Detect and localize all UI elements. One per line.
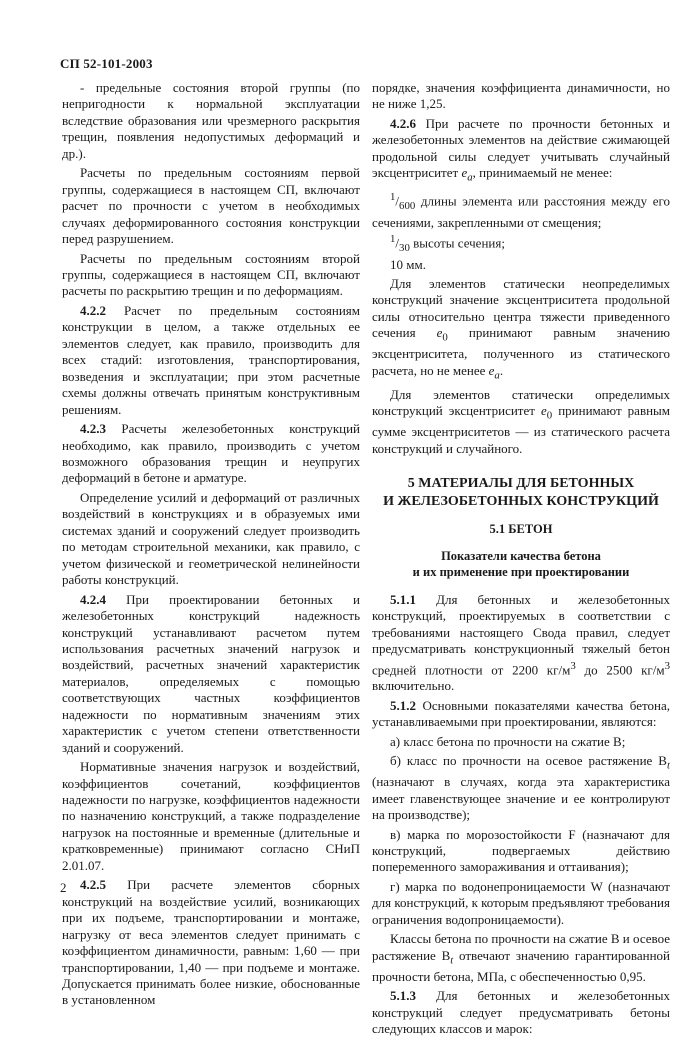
subsection-subtitle: Показатели качества бетона и их применение при проектировании: [412, 548, 630, 579]
clause-text: При проектировании бетонных и железобетонных конструкций надежность конструкций устанавливают расчетом путем использования расчетных значений нагрузок и воздействий, расчетных значений характеристик материалов, определяемых с помощью соответствующих частных коэффициентов надежности по нормативным значениям этих характеристик с учетом степени ответственности зданий и сооружений.: [62, 591, 361, 755]
list-item-c: в) марка по морозостойкости F (назначают для конструкций, подвергаемых действию попеременного замораживания и оттаивания);: [372, 826, 670, 875]
paragraph: Расчеты по предельным состояниям второй группы, содержащиеся в настоящем СП, включают расчеты по раскрытию трещин и по деформациям.: [62, 250, 360, 299]
right-column: [372, 80, 670, 1038]
clause-5-1-2: 5.1.2 Основными показателями качества бетона, устанавливаемыми при проектировании, являются:: [372, 697, 670, 730]
clause-text: Расчеты железобетонных конструкций необходимо, как правило, производить с учетом возможного образования трещин и неупругих деформаций в бетоне и арматуре.: [62, 421, 361, 486]
clause-number: 5.1.2: [390, 697, 416, 713]
left-column: [62, 80, 360, 1009]
paragraph: Для элементов статически неопределимых конструкций значение эксцентриситета продольной силы относительно центра тяжести приведенного сечения $e_0$ принимают равным значению эксцентриситета, полученного из статического расчета, но не менее $e_a$.: [372, 275, 671, 382]
clause-text: При расчете элементов сборных конструкций на воздействие усилий, возникающих при их подъеме, транспортировании и монтаже, нагрузку от веса элементов следует принимать с коэффициентом динамичности, равным: 1,60 — при транспортировании, 1,40 — при подъеме и монтаже. Допускается принимать более низкие, обоснованные в установленном: [62, 877, 360, 1008]
symbol-e: e: [540, 403, 547, 419]
clause-number: 4.2.6: [390, 115, 416, 131]
paragraph: Нормативные значения нагрузок и воздействий, коэффициентов сочетаний, коэффициентов надежности по нагрузке, коэффициентов надежности по назначению конструкций, а также подразделение нагрузок на постоянные и временные (длительные и кратковременные) принимают согласно СНиП 2.01.07.: [62, 759, 360, 873]
paragraph: - предельные состояния второй группы (по непригодности к нормальной эксплуатации вследствие образования или чрезмерного раскрытия трещин, появления недопустимых деформаций и др.).: [62, 80, 360, 161]
clause-4-2-3: [62, 421, 360, 487]
list-item-fraction-600: $^1/_{600}$ длины элемента или расстояния между его сечениями, закрепленными от смещения;: [372, 191, 670, 230]
list-item-a: а) класс бетона по прочности на сжатие В;: [390, 733, 626, 749]
list-item-d: г) марка по водонепроницаемости W (назначают для конструкций, к которым предъявляют требования ограничения водопроницаемости).: [372, 878, 670, 927]
paragraph: Для элементов статически определимых конструкций эксцентриситет $e_0$ принимают равным сумме эксцентриситетов — из статического расчета конструкций и случайного.: [372, 386, 670, 456]
symbol-e: e: [488, 362, 495, 378]
paragraph: Расчеты по предельным состояниям первой группы, содержащиеся в настоящем СП, включают расчет по прочности с учетом в необходимых случаях деформированного состояния конструкции перед разрушением.: [62, 165, 360, 247]
clause-4-2-2: [62, 303, 360, 418]
running-header: СП 52-101-2003: [60, 56, 153, 71]
list-item-b: б) класс по прочности на осевое растяжение $B_t$ (назначают в случаях, когда эта характеристика имеет главенствующее значение и ее контролируют на производстве);: [372, 753, 670, 823]
clause-text: Расчет по предельным состояниям конструкции в целом, а также отдельных ее элементов следует, как правило, производить для всех стадий: изготовления, транспортирования, возведения и эксплуатации; при этом расчетные схемы должны отвечать принятым конструктивным решениям.: [62, 302, 360, 417]
clause-number: 4.2.2: [80, 302, 106, 318]
page-number: 2: [60, 880, 67, 895]
clause-number: 4.2.4: [80, 591, 106, 607]
clause-number: 4.2.3: [80, 421, 106, 437]
paragraph: порядке, значения коэффициента динамичности, но не ниже 1,25.: [372, 80, 670, 112]
clause-number: 4.2.5: [80, 877, 106, 893]
clause-number: 5.1.1: [390, 591, 416, 607]
clause-5-1-1: 5.1.1 Для бетонных и железобетонных конструкций, проектируемых в соответствии с требованиями настоящего Свода правил, следует предусматривать конструкционный тяжелый бетон средней плотности от 2200 $кг/м^3$ до 2500 $кг/м^3$ включительно.: [372, 591, 671, 694]
list-item-10mm: 10 мм.: [390, 256, 426, 272]
clause-4-2-5: [62, 877, 360, 1009]
clause-number: 5.1.3: [390, 988, 416, 1004]
section-title: 5 МАТЕРИАЛЫ ДЛЯ БЕТОННЫХ И ЖЕЛЕЗОБЕТОННЫХ КОНСТРУКЦИЙ: [383, 476, 659, 510]
symbol-e: e: [461, 165, 468, 181]
clause-4-2-6: 4.2.6 При расчете по прочности бетонных и железобетонных элементов на действие сжимающей продольной силы следует учитывать случайный эксцентриситет $e_a$, принимаемый не менее:: [372, 115, 670, 184]
clause-4-2-4: [62, 592, 360, 757]
list-item-fraction-30: $^1/_{30}$ высоты сечения;: [390, 233, 505, 255]
clause-5-1-3: 5.1.3 Для бетонных и железобетонных конструкций следует предусматривать бетоны следующих классов и марок:: [372, 988, 671, 1037]
subsection-title: 5.1 БЕТОН: [489, 522, 553, 537]
paragraph: Определение усилий и деформаций от различных воздействий в конструкциях и в образуемых ими системах зданий и сооружений следует производить по методам строительной механики, как правило, с учетом физической и геометрической нелинейности работы конструкций.: [62, 489, 360, 588]
symbol-e: e: [436, 325, 443, 341]
paragraph: Классы бетона по прочности на сжатие В и осевое растяжение $B_t$ отвечают значению гарантированной прочности бетона, МПа, с обеспеченностью 0,95.: [372, 931, 670, 984]
